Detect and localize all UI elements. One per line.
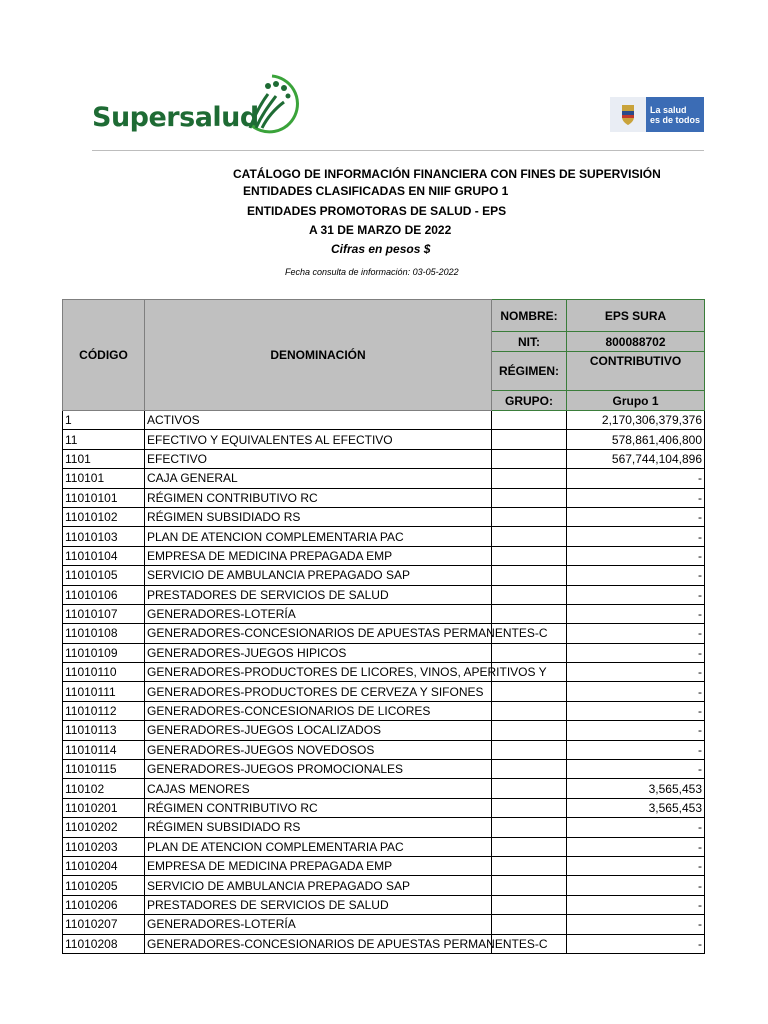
value-cell: 3,565,453 [567, 798, 705, 817]
value-cell: - [567, 915, 705, 934]
denomination-cell: GENERADORES-JUEGOS NOVEDOSOS [145, 740, 492, 759]
table-row [63, 469, 705, 488]
leaves-icon [242, 72, 304, 136]
empty-cell [492, 430, 567, 449]
value-cell: 567,744,104,896 [567, 449, 705, 468]
title-line-3: ENTIDADES PROMOTORAS DE SALUD - EPS [247, 204, 507, 218]
denomination-cell: PLAN DE ATENCION COMPLEMENTARIA PAC [145, 837, 492, 856]
code-cell: 11010203 [63, 837, 145, 856]
title-line-1: CATÁLOGO DE INFORMACIÓN FINANCIERA CON FINES DE SUPERVISIÓN [233, 167, 661, 181]
denomination-cell: ACTIVOS [145, 411, 492, 430]
nit-label: NIT: [492, 332, 567, 352]
value-cell: - [567, 566, 705, 585]
value-cell: - [567, 856, 705, 875]
denomination-cell: EMPRESA DE MEDICINA PREPAGADA EMP [145, 856, 492, 875]
table-row [63, 915, 705, 934]
table-row [63, 411, 705, 430]
value-cell: - [567, 546, 705, 565]
empty-cell [492, 546, 567, 565]
denomination-cell: CAJAS MENORES [145, 779, 492, 798]
grupo-value: Grupo 1 [567, 391, 705, 411]
code-cell: 11010108 [63, 624, 145, 643]
empty-cell [492, 856, 567, 875]
table-row [63, 895, 705, 914]
value-cell: - [567, 507, 705, 526]
empty-cell [492, 682, 567, 701]
denominacion-header: DENOMINACIÓN [145, 300, 492, 411]
empty-cell [492, 527, 567, 546]
denomination-cell: EMPRESA DE MEDICINA PREPAGADA EMP [145, 546, 492, 565]
la-salud-badge [646, 97, 704, 132]
table-row [63, 604, 705, 623]
empty-cell [492, 818, 567, 837]
denomination-cell: RÉGIMEN CONTRIBUTIVO RC [145, 488, 492, 507]
table-row [63, 934, 705, 953]
supersalud-logo [92, 72, 304, 142]
code-cell: 1101 [63, 449, 145, 468]
denomination-cell: PRESTADORES DE SERVICIOS DE SALUD [145, 895, 492, 914]
code-cell: 11010103 [63, 527, 145, 546]
title-line-5: Cifras en pesos $ [331, 242, 431, 256]
grupo-label: GRUPO: [492, 391, 567, 411]
coat-of-arms-icon [610, 97, 646, 132]
code-cell: 11010101 [63, 488, 145, 507]
empty-cell [492, 915, 567, 934]
code-cell: 11010113 [63, 721, 145, 740]
code-cell: 110101 [63, 469, 145, 488]
table-row [63, 430, 705, 449]
code-cell: 11010111 [63, 682, 145, 701]
value-cell: - [567, 837, 705, 856]
table-row [63, 566, 705, 585]
denomination-cell: GENERADORES-CONCESIONARIOS DE LICORES [145, 701, 492, 720]
value-cell: - [567, 934, 705, 953]
code-cell: 11010206 [63, 895, 145, 914]
value-cell: - [567, 527, 705, 546]
nit-value: 800088702 [567, 332, 705, 352]
value-cell: - [567, 604, 705, 623]
table-row [63, 643, 705, 662]
value-cell: - [567, 701, 705, 720]
nombre-label: NOMBRE: [492, 300, 567, 332]
nombre-value: EPS SURA [567, 300, 705, 332]
codigo-header: CÓDIGO [63, 300, 145, 411]
value-cell: 3,565,453 [567, 779, 705, 798]
regimen-value: CONTRIBUTIVO [567, 351, 705, 390]
table-row [63, 585, 705, 604]
gov-badge-text: La salud es de todos [650, 105, 701, 125]
value-cell: - [567, 876, 705, 895]
table-row [63, 721, 705, 740]
regimen-label: RÉGIMEN: [492, 351, 567, 390]
table-row [63, 488, 705, 507]
value-cell: - [567, 488, 705, 507]
denomination-cell: RÉGIMEN SUBSIDIADO RS [145, 818, 492, 837]
table-row [63, 798, 705, 817]
code-cell: 11010105 [63, 566, 145, 585]
table-row [63, 449, 705, 468]
denomination-cell: GENERADORES-LOTERÍA [145, 604, 492, 623]
table-row [63, 624, 705, 643]
denomination-cell: GENERADORES-PRODUCTORES DE CERVEZA Y SIFONES [145, 682, 492, 701]
empty-cell [492, 566, 567, 585]
code-cell: 11010207 [63, 915, 145, 934]
table-row [63, 663, 705, 682]
title-line-2: ENTIDADES CLASIFICADAS EN NIIF GRUPO 1 [243, 184, 509, 198]
empty-cell [492, 507, 567, 526]
code-cell: 11010115 [63, 760, 145, 779]
denomination-cell: GENERADORES-CONCESIONARIOS DE APUESTAS PERMANENTES-C [145, 624, 492, 643]
denomination-cell: EFECTIVO Y EQUIVALENTES AL EFECTIVO [145, 430, 492, 449]
empty-cell [492, 779, 567, 798]
financial-table [62, 299, 705, 954]
denomination-cell: GENERADORES-LOTERÍA [145, 915, 492, 934]
empty-cell [492, 604, 567, 623]
denomination-cell: GENERADORES-JUEGOS HIPICOS [145, 643, 492, 662]
empty-cell [492, 798, 567, 817]
code-cell: 110102 [63, 779, 145, 798]
code-cell: 1 [63, 411, 145, 430]
value-cell: - [567, 721, 705, 740]
table-row [63, 760, 705, 779]
value-cell: - [567, 760, 705, 779]
value-cell: - [567, 740, 705, 759]
value-cell: - [567, 895, 705, 914]
code-cell: 11010106 [63, 585, 145, 604]
government-logo [610, 97, 704, 132]
denomination-cell: EFECTIVO [145, 449, 492, 468]
empty-cell [492, 837, 567, 856]
table-row [63, 856, 705, 875]
code-cell: 11010201 [63, 798, 145, 817]
denomination-cell: GENERADORES-PRODUCTORES DE LICORES, VINOS, APERITIVOS Y [145, 663, 492, 682]
code-cell: 11010102 [63, 507, 145, 526]
code-cell: 11010107 [63, 604, 145, 623]
denomination-cell: GENERADORES-JUEGOS PROMOCIONALES [145, 760, 492, 779]
empty-cell [492, 740, 567, 759]
empty-cell [492, 449, 567, 468]
denomination-cell: SERVICIO DE AMBULANCIA PREPAGADO SAP [145, 876, 492, 895]
consult-date: Fecha consulta de información: 03-05-2022 [285, 267, 459, 277]
code-cell: 11010205 [63, 876, 145, 895]
empty-cell [492, 701, 567, 720]
denomination-cell: GENERADORES-JUEGOS LOCALIZADOS [145, 721, 492, 740]
value-cell: - [567, 624, 705, 643]
code-cell: 11010104 [63, 546, 145, 565]
table-row [63, 682, 705, 701]
denomination-cell: PRESTADORES DE SERVICIOS DE SALUD [145, 585, 492, 604]
code-cell: 11010112 [63, 701, 145, 720]
value-cell: - [567, 643, 705, 662]
empty-cell [492, 411, 567, 430]
value-cell: 2,170,306,379,376 [567, 411, 705, 430]
denomination-cell: RÉGIMEN SUBSIDIADO RS [145, 507, 492, 526]
value-cell: - [567, 818, 705, 837]
empty-cell [492, 721, 567, 740]
value-cell: 578,861,406,800 [567, 430, 705, 449]
title-line-4: A 31 DE MARZO DE 2022 [309, 223, 452, 237]
code-cell: 11010202 [63, 818, 145, 837]
value-cell: - [567, 663, 705, 682]
denomination-cell: CAJA GENERAL [145, 469, 492, 488]
empty-cell [492, 488, 567, 507]
code-cell: 11 [63, 430, 145, 449]
table-row [63, 740, 705, 759]
table-row [63, 546, 705, 565]
table-row [63, 779, 705, 798]
empty-cell [492, 469, 567, 488]
table-row [63, 507, 705, 526]
empty-cell [492, 895, 567, 914]
code-cell: 11010114 [63, 740, 145, 759]
header-divider [92, 150, 704, 151]
table-row [63, 876, 705, 895]
value-cell: - [567, 585, 705, 604]
denomination-cell: PLAN DE ATENCION COMPLEMENTARIA PAC [145, 527, 492, 546]
empty-cell [492, 643, 567, 662]
denomination-cell: RÉGIMEN CONTRIBUTIVO RC [145, 798, 492, 817]
value-cell: - [567, 682, 705, 701]
denomination-cell: SERVICIO DE AMBULANCIA PREPAGADO SAP [145, 566, 492, 585]
denomination-cell: GENERADORES-CONCESIONARIOS DE APUESTAS PERMANENTES-C [145, 934, 492, 953]
table-row [63, 701, 705, 720]
table-row [63, 818, 705, 837]
code-cell: 11010110 [63, 663, 145, 682]
empty-cell [492, 585, 567, 604]
code-cell: 11010204 [63, 856, 145, 875]
logo-text: Supersalud [92, 102, 259, 133]
value-cell: - [567, 469, 705, 488]
empty-cell [492, 760, 567, 779]
table-row [63, 527, 705, 546]
code-cell: 11010208 [63, 934, 145, 953]
table-row [63, 837, 705, 856]
empty-cell [492, 876, 567, 895]
code-cell: 11010109 [63, 643, 145, 662]
